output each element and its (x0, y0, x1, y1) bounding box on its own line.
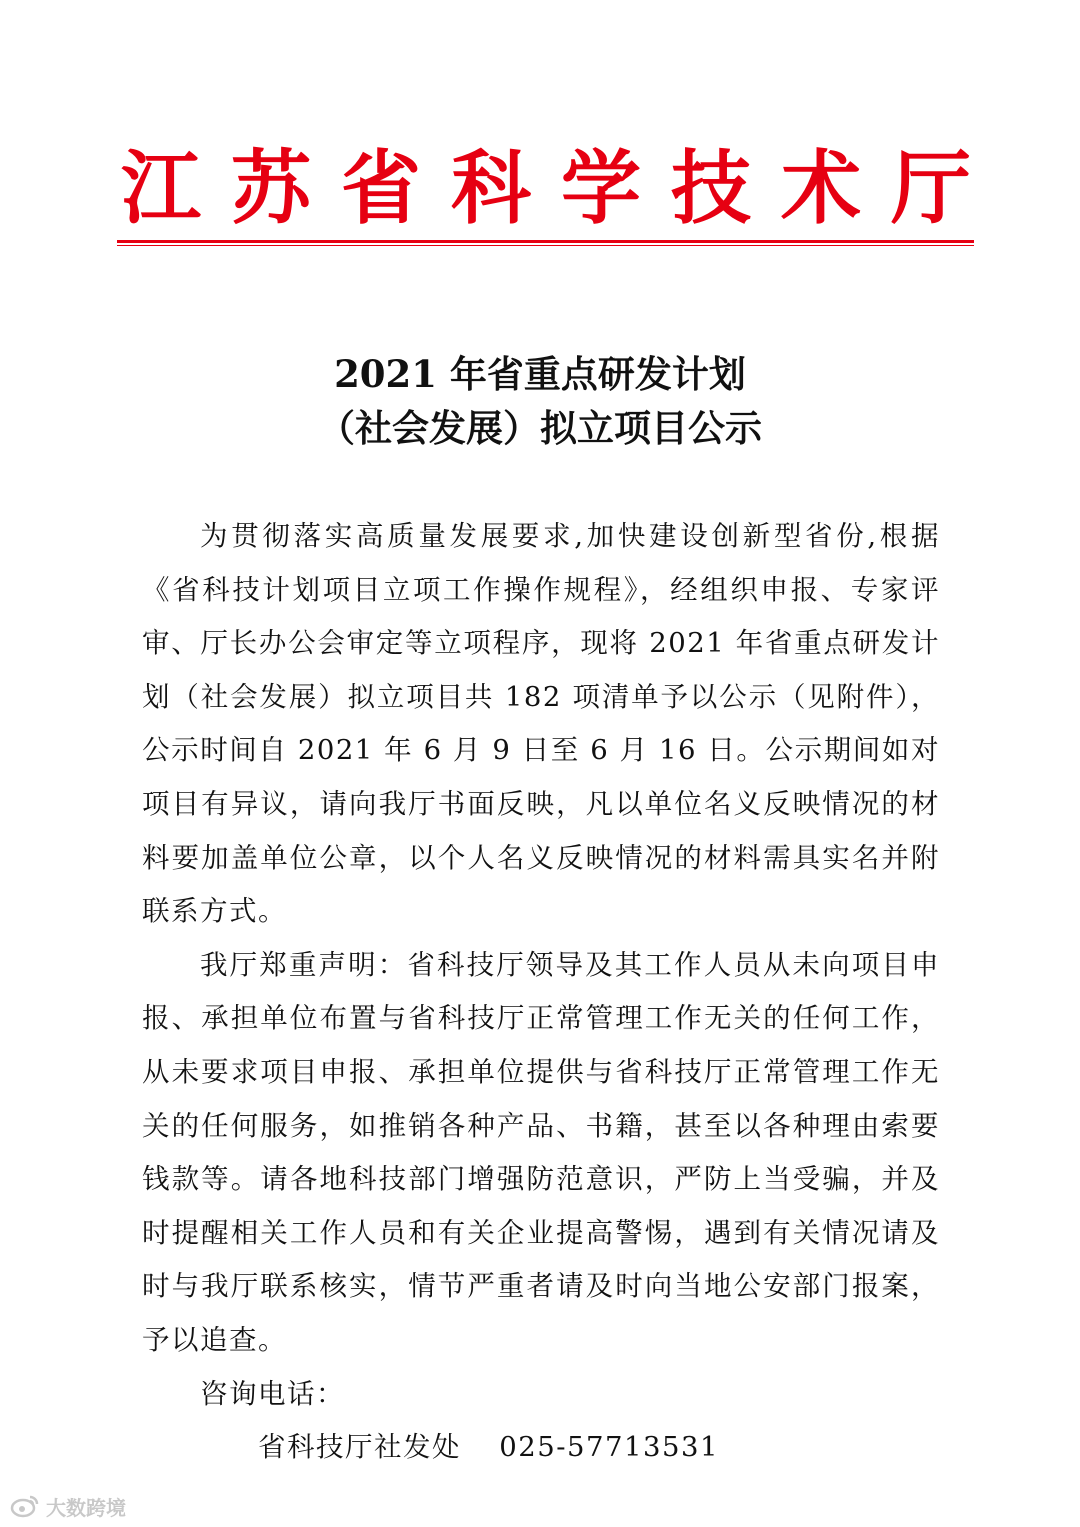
masthead-title (118, 140, 974, 236)
masthead-char: 术 (781, 141, 861, 235)
body-paragraph-2: 我厅郑重声明：省科技厅领导及其工作人员从未向项目申报、承担单位布置与省科技厅正常管理工作无关的任何工作，从未要求项目申报、承担单位提供与省科技厅正常管理工作无关的任何服务，如推销各种产品、书籍，甚至以各种理由索要钱款等。请各地科技部门增强防范意识，严防上当受骗，并及时提醒相关工作人员和有关企业提高警惕，遇到有关情况请及时与我厅联系核实，情节严重者请及时向当地公安部门报案，予以追查。 (142, 948, 940, 1356)
body-paragraph-1: 为贯彻落实高质量发展要求,加快建设创新型省份,根据《省科技计划项目立项工作操作规程》，经组织申报、专家评审、厅长办公会审定等立项程序，现将 2021 年省重点研发计划（社会发展）拟立项目共 182 项清单予以公示（见附件），公示时间自 2021 年 6 月 9 日至 6 月 16 日。公示期间如对项目有异议，请向我厅书面反映，凡以单位名义反映情况的材料要加盖单位公章，以个人名义反映情况的材料需具实名并附联系方式。 (142, 520, 940, 928)
contact-department: 省科技厅社发处 (258, 1431, 461, 1464)
watermark-text: 大数跨境 (46, 1495, 126, 1520)
contact-line (142, 1421, 940, 1475)
masthead-char: 科 (451, 141, 531, 235)
contact-label: 咨询电话： (200, 1377, 345, 1410)
document-body (142, 510, 940, 1475)
masthead-char: 学 (561, 141, 641, 235)
masthead-char: 省 (341, 141, 421, 235)
document-title-line2: （社会发展）拟立项目公示 (318, 406, 762, 450)
masthead-divider-thin (117, 245, 974, 246)
masthead-char: 技 (671, 141, 751, 235)
document-title-line1: 2021 年省重点研发计划 (334, 352, 746, 396)
masthead-divider-thick (117, 240, 974, 243)
masthead-char: 苏 (231, 141, 311, 235)
watermark (10, 1491, 126, 1521)
masthead-char: 江 (121, 141, 201, 235)
weibo-icon (10, 1494, 40, 1518)
contact-phone: 025-57713531 (499, 1431, 720, 1464)
masthead-char: 厅 (891, 141, 971, 235)
